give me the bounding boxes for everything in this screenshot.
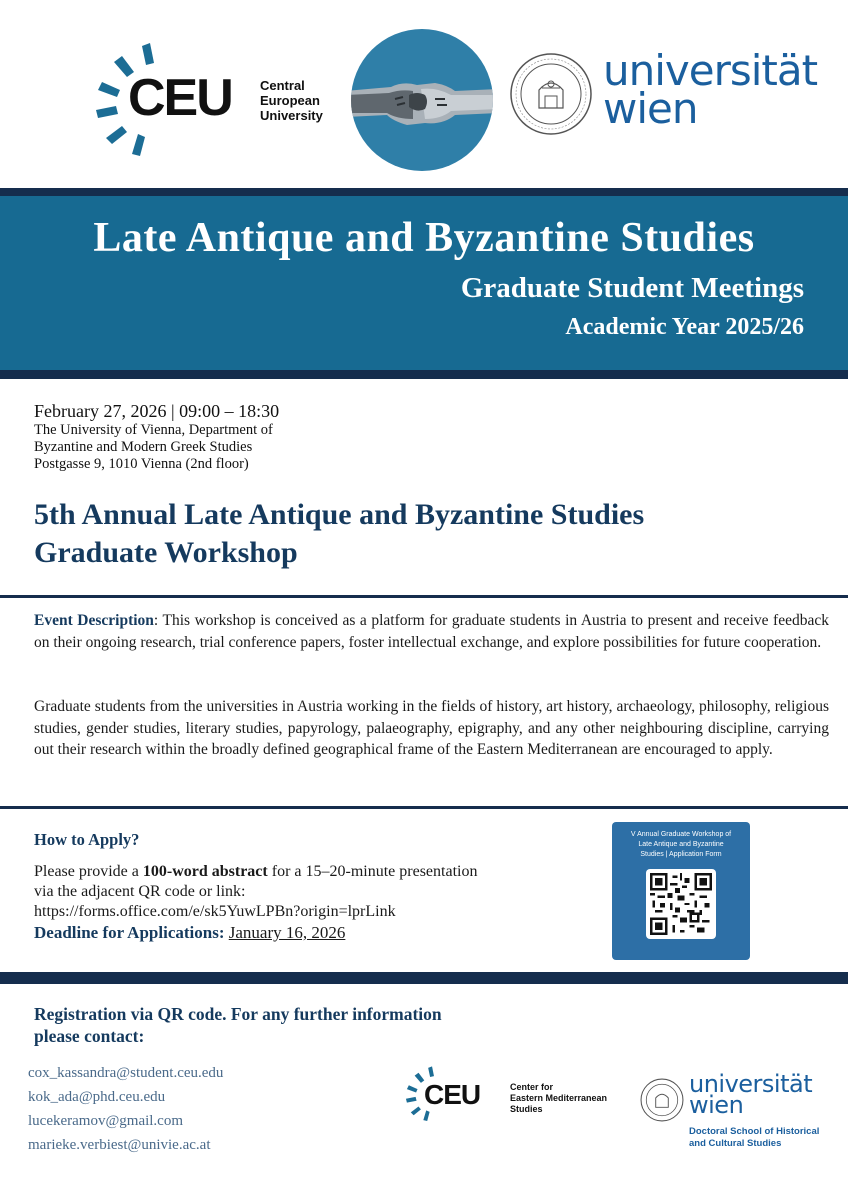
workshop-title-line: Graduate Workshop xyxy=(34,536,298,569)
section-divider xyxy=(0,806,848,809)
ceu-logo xyxy=(92,38,352,158)
application-form-link[interactable]: https://forms.office.com/e/sk5YuwLPBn?origin=lprLink xyxy=(34,903,396,920)
apply-instruction: via the adjacent QR code or link: xyxy=(34,883,246,900)
contact-email[interactable]: kok_ada@phd.ceu.edu xyxy=(28,1089,166,1105)
uw-word-line: universität xyxy=(603,46,818,95)
deadline xyxy=(34,922,594,944)
center-name-line: Center for xyxy=(510,1082,554,1092)
ceu-center-logo xyxy=(404,1064,634,1124)
clasped-hands-icon xyxy=(351,29,493,171)
deadline-date: January 16, 2026 xyxy=(228,923,346,942)
apply-text: Please provide a xyxy=(34,863,143,880)
eligibility-paragraph: Graduate students from the universities in Austria working in the fields of history, art history, archaeology, philosophy, religious studies, gender studies, literary studies, papyrology, palaeography, epigraphy, and any other neighbouring discipline, carrying out their research within the broadly defined geographical frame of the Eastern Mediterranean are encouraged to apply. xyxy=(34,698,829,758)
band-bottom-rule xyxy=(0,370,848,379)
band-top-rule xyxy=(0,188,848,196)
clasped-hands-image xyxy=(351,29,493,171)
uw-doctoral-school-logo xyxy=(640,1072,840,1162)
uw-word-line: universität xyxy=(689,1070,813,1098)
section-divider xyxy=(0,595,848,598)
event-description xyxy=(34,610,829,653)
contact-email[interactable]: marieke.verbiest@univie.ac.at xyxy=(28,1137,211,1153)
workshop-title xyxy=(34,496,834,572)
description-label: Event Description xyxy=(34,612,154,629)
registration-line: please contact: xyxy=(34,1026,145,1046)
abstract-requirement: 100-word abstract xyxy=(142,863,268,880)
center-name-line: Eastern Mediterranean xyxy=(510,1093,608,1103)
ceu-name-line: European xyxy=(260,93,320,108)
title-banner xyxy=(0,196,848,370)
ceu-wordmark: CEU xyxy=(128,69,232,127)
apply-instruction xyxy=(34,862,594,882)
venue-line: Postgasse 9, 1010 Vienna (2nd floor) xyxy=(34,456,249,472)
ceu-wordmark: CEU xyxy=(424,1079,481,1110)
event-date: February 27, 2026 | 09:00 – 18:30 xyxy=(34,401,280,421)
center-name-line: Studies xyxy=(510,1104,543,1114)
qr-caption-line: V Annual Graduate Workshop of xyxy=(630,831,732,838)
university-seal-icon xyxy=(509,52,593,136)
doctoral-school-line: and Cultural Studies xyxy=(689,1138,782,1149)
registration-note xyxy=(34,1003,514,1047)
universitat-wien-wordmark xyxy=(689,1070,813,1119)
venue-line: The University of Vienna, Department of xyxy=(34,422,273,438)
ceu-name-line: Central xyxy=(260,78,305,93)
qr-code-icon xyxy=(650,873,712,935)
university-seal-icon xyxy=(640,1078,684,1122)
contact-email[interactable]: lucekeramov@gmail.com xyxy=(28,1113,184,1129)
event-details xyxy=(34,400,434,473)
banner-subtitle: Graduate Student Meetings xyxy=(460,272,804,304)
deadline-label: Deadline for Applications: xyxy=(34,923,229,942)
apply-heading: How to Apply? xyxy=(34,830,140,849)
qr-caption-line: Late Antique and Byzantine xyxy=(638,841,724,848)
qr-caption-line: Studies | Application Form xyxy=(640,851,722,858)
workshop-title-line: 5th Annual Late Antique and Byzantine Studies xyxy=(34,498,645,531)
qr-caption xyxy=(612,830,750,860)
qr-code-card[interactable] xyxy=(612,822,750,960)
ceu-name-line: University xyxy=(260,108,323,123)
universitat-wien-wordmark xyxy=(603,46,818,133)
registration-line: Registration via QR code. For any further information xyxy=(34,1004,442,1024)
ceu-center-name xyxy=(510,1082,607,1115)
apply-text: for a 15–20-minute presentation xyxy=(267,863,478,880)
universitat-wien-logo xyxy=(509,46,829,152)
doctoral-school-line: Doctoral School of Historical xyxy=(689,1126,820,1137)
uw-word-line: wien xyxy=(689,1091,744,1119)
ceu-full-name xyxy=(260,78,350,123)
venue-line: Byzantine and Modern Greek Studies xyxy=(34,439,253,455)
contact-email[interactable]: cox_kassandra@student.ceu.edu xyxy=(28,1065,224,1081)
banner-title: Late Antique and Byzantine Studies xyxy=(93,215,755,261)
doctoral-school-name xyxy=(689,1126,839,1150)
banner-academic-year: Academic Year 2025/26 xyxy=(565,314,804,340)
uw-word-line: wien xyxy=(603,84,698,133)
how-to-apply xyxy=(34,830,594,944)
qr-code[interactable] xyxy=(646,869,716,939)
description-text: : This workshop is conceived as a platform for graduate students in Austria to present and receive feedback on their ongoing research, trial conference papers, foster intellectual exchange, and explore possibilities for future cooperation. xyxy=(34,612,829,651)
footer-rule xyxy=(0,972,848,984)
contact-emails xyxy=(28,1061,328,1157)
